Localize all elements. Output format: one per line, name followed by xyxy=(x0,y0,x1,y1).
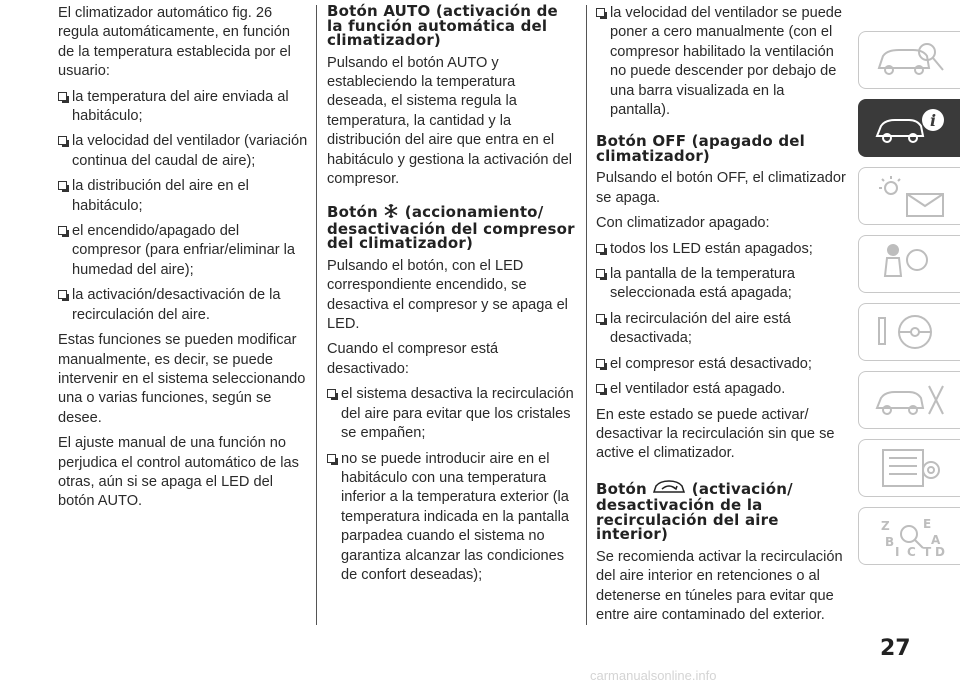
paragraph: Pulsando el botón AUTO y estableciendo la temperatura deseada, el sistema regula la temperatura, la cantidad y la distribución del aire que entra en el habitáculo y gestiona la activación del compresor. xyxy=(327,54,573,187)
bullet-box-icon xyxy=(58,136,67,145)
recirculation-car-icon xyxy=(652,478,686,499)
paragraph: Se recomienda activar la recirculación del aire interior en retenciones o al detenerse en túneles para evitar que entre aire contaminado del exterior. xyxy=(596,548,843,623)
svg-text:Z: Z xyxy=(881,519,890,533)
list-item: la distribución del aire en el habitáculo; xyxy=(58,177,308,216)
tab-car-info[interactable] xyxy=(858,99,960,157)
section-heading-recirculation: Botón (activación/ desactivación de la recirculación del aire interior) xyxy=(596,479,793,544)
bullet-box-icon xyxy=(596,269,605,278)
svg-text:C: C xyxy=(907,545,916,558)
bullet-box-icon xyxy=(327,454,336,463)
section-heading-compressor: Botón (accionamiento/ desactivación del compresor del climatizador) xyxy=(327,203,575,253)
list-item: la recirculación del aire está desactivada; xyxy=(596,310,846,349)
paragraph: Estas funciones se pueden modificar manualmente, es decir, se puede intervenir en el sistema seleccionando una o varias funciones, según se desee. xyxy=(58,332,306,426)
intro-paragraph: El climatizador automático fig. 26 regula automáticamente, en función de la temperatura establecida por el usuario: xyxy=(58,5,291,80)
list-item: la activación/desactivación de la recirculación del aire. xyxy=(58,286,308,325)
page-number: 27 xyxy=(880,636,911,661)
watermark: carmanualsonline.info xyxy=(590,668,717,683)
list-item: todos los LED están apagados; xyxy=(596,240,846,259)
list-item: la pantalla de la temperatura seleccionada está apagada; xyxy=(596,265,846,304)
paragraph: Cuando el compresor está desactivado: xyxy=(327,341,499,377)
svg-text:D: D xyxy=(935,545,945,558)
paragraph: En este estado se puede activar/ desactivar la recirculación sin que se active el climatizador. xyxy=(596,406,835,462)
column-2 xyxy=(327,4,577,591)
tab-settings-list[interactable] xyxy=(858,439,960,497)
svg-text:i: i xyxy=(930,111,937,130)
car-info-icon xyxy=(873,106,949,150)
bullet-box-icon xyxy=(596,314,605,323)
warning-lights-icon xyxy=(873,174,949,218)
car-search-icon xyxy=(873,38,949,82)
paragraph: Pulsando el botón, con el LED correspondiente encendido, se desactiva el compresor y se apaga el LED. xyxy=(327,257,568,333)
bullet-box-icon xyxy=(58,290,67,299)
bullet-box-icon xyxy=(58,92,67,101)
tab-alphabet-index[interactable] xyxy=(858,507,960,565)
tab-car-search[interactable] xyxy=(858,31,960,89)
section-heading-auto: Botón AUTO (activación de la función automática del climatizador) xyxy=(327,2,558,49)
paragraph: Pulsando el botón OFF, el climatizador se apaga. xyxy=(596,170,846,206)
paragraph: El ajuste manual de una función no perjudica el control automático de las otras, aún si se apaga el LED del botón AUTO. xyxy=(58,435,299,510)
bullet-box-icon xyxy=(58,226,67,235)
list-item: el ventilador está apagado. xyxy=(596,380,846,399)
bullet-box-icon xyxy=(58,181,67,190)
list-item: el encendido/apagado del compresor (para enfriar/eliminar la humedad del aire); xyxy=(58,222,308,280)
bullet-box-icon xyxy=(596,8,605,17)
svg-text:I: I xyxy=(895,545,900,558)
section-heading-off: Botón OFF (apagado del climatizador) xyxy=(596,132,805,165)
tab-car-tools[interactable] xyxy=(858,371,960,429)
chapter-sidebar xyxy=(858,31,960,575)
bullet-box-icon xyxy=(596,384,605,393)
airbag-icon xyxy=(873,242,949,286)
svg-text:T: T xyxy=(923,545,932,558)
tab-warning-lights[interactable] xyxy=(858,167,960,225)
steering-wheel-icon xyxy=(873,310,949,354)
svg-text:E: E xyxy=(923,517,932,531)
column-1 xyxy=(58,4,308,518)
list-item: la velocidad del ventilador se puede poner a cero manualmente (con el compresor habilitado la ventilación no puede descender por debajo de una barra visualizada en la pantalla). xyxy=(596,4,846,120)
column-divider xyxy=(316,5,317,625)
tab-steering-wheel[interactable] xyxy=(858,303,960,361)
column-3 xyxy=(596,4,846,631)
tab-airbag[interactable] xyxy=(858,235,960,293)
alphabet-index-icon xyxy=(873,514,949,558)
list-item: no se puede introducir aire en el habitáculo con una temperatura inferior a la temperatura exterior (la temperatura indicada en la pantalla parpadea cuando el sistema no garantiza alcanzar las condiciones de confort deseadas); xyxy=(327,450,577,586)
list-item: el compresor está desactivado; xyxy=(596,355,846,374)
svg-text:A: A xyxy=(931,533,941,547)
list-item: la velocidad del ventilador (variación continua del caudal de aire); xyxy=(58,132,308,171)
car-tools-icon xyxy=(873,378,949,422)
svg-text:B: B xyxy=(885,535,895,549)
bullet-box-icon xyxy=(596,359,605,368)
column-divider xyxy=(586,5,587,625)
paragraph: Con climatizador apagado: xyxy=(596,215,770,232)
list-item: la temperatura del aire enviada al habitáculo; xyxy=(58,88,308,127)
list-item: el sistema desactiva la recirculación del aire para evitar que los cristales se empañen; xyxy=(327,385,577,443)
bullet-box-icon xyxy=(327,389,336,398)
settings-list-icon xyxy=(873,446,949,490)
bullet-box-icon xyxy=(596,244,605,253)
